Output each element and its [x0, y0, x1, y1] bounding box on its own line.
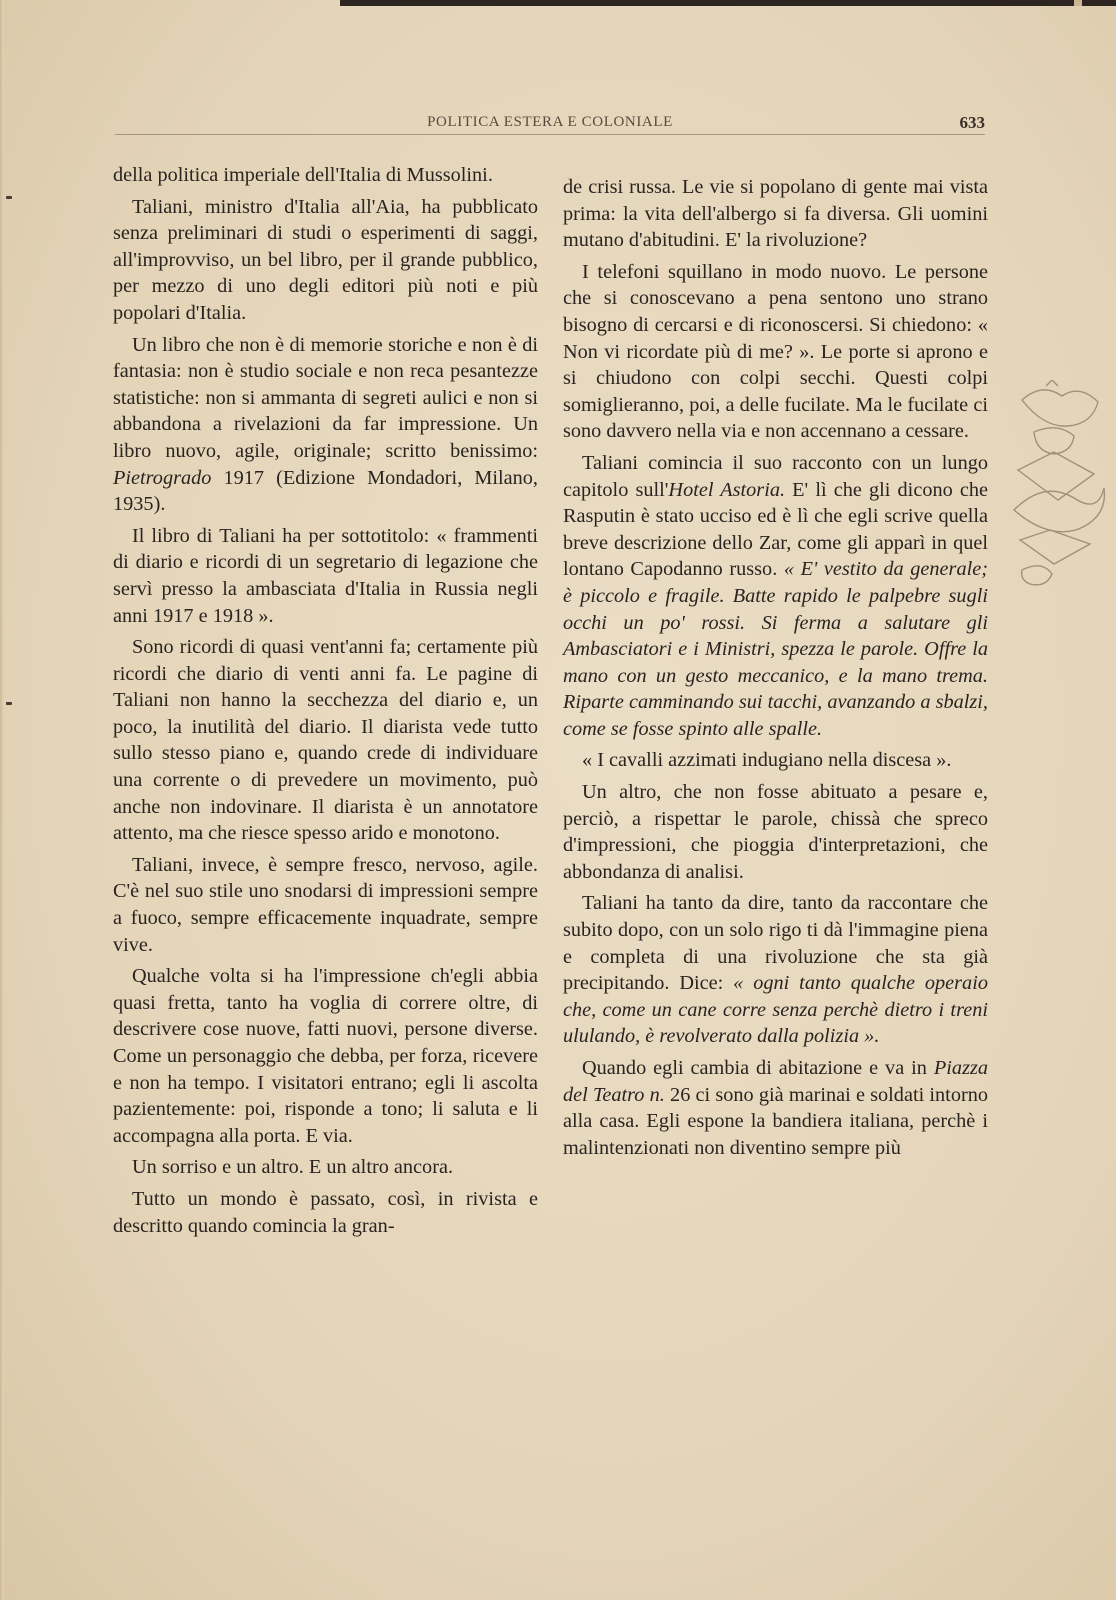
quotation: « E' vestito da generale; è piccolo e fragile. Batte rapido le palpebre sugli occhi un po' rossi. Si ferma a salutare gli Ambasciatori e i Ministri, spezza le parole. Offre la mano con un gesto meccanico, e la mano trema. Riparte camminando sui tacchi, avanzando a sbalzi, come se fosse spinto alle spalle. — [563, 558, 988, 740]
binding-edge — [340, 0, 1116, 6]
quotation: « ogni tanto qualche operaio che, come un cane corre senza perchè dietro i treni ululando, è revolverato dalla polizia ». — [563, 972, 988, 1048]
paragraph: Il libro di Taliani ha per sottotitolo: « frammenti di diario e ricordi di un segretario di legazione che servì presso la ambasciata d'Italia in Russia negli anni 1917 e 1918 ». — [113, 524, 538, 627]
paragraph: I telefoni squillano in modo nuovo. Le persone che si conoscevano a pena sentono uno strano bisogno di cercarsi e di riconoscersi. Si chiedono: « Non vi ricordate più di me? ». Le porte si aprono e si chiudono con colpi secchi. Questi colpi somiglieranno, poi, a delle fucilate. Ma le fucilate ci sono davvero nella via e non accennano a cessare. — [563, 260, 988, 443]
page-number: 633 — [959, 113, 985, 132]
paragraph: Un sorriso e un altro. E un altro ancora. — [132, 1156, 454, 1179]
right-column — [563, 174, 988, 1166]
paragraph: Un libro che non è di memorie storiche e non è di fantasia: non è studio sociale e non reca pesantezze statistiche: non si ammanta di segreti aulici e non si abbandona a rivelazioni da far impressione. Un libro nuovo, agile, originale; scritto benissimo: Pietrogrado 1917 (Edizione Mondadori, Milano, 1935). — [113, 333, 538, 516]
paragraph: « I cavalli azzimati indugiano nella discesa ». — [582, 749, 952, 772]
page-gutter-shadow — [0, 0, 4, 1600]
paragraph: Qualche volta si ha l'impressione ch'egli abbia quasi fretta, tanto ha voglia di correre oltre, di descrivere cose nuove, fatti nuovi, persone diverse. Come un personaggio che debba, per forza, ricevere e non ha tempo. I visitatori entrano; egli li ascolta pazientemente: poi, risponde a tono; li saluta e li accompagna alla porta. E via. — [113, 965, 538, 1147]
margin-mark — [6, 196, 12, 199]
running-title: POLITICA ESTERA E COLONIALE — [427, 114, 673, 130]
paragraph: Un altro, che non fosse abituato a pesare e, perciò, a rispettar le parole, chissà che spreco d'impressioni, che pioggia d'interpretazioni, che abbondanza di analisi. — [563, 781, 988, 883]
paragraph: Quando egli cambia di abitazione e va in Piazza del Teatro n. 26 ci sono già marinai e soldati intorno alla casa. Egli espone la bandiera italiana, perchè i malintenzionati non diventino sempre più — [563, 1057, 988, 1159]
margin-mark — [6, 702, 12, 705]
header-rule — [115, 134, 985, 135]
paragraph: Taliani comincia il suo racconto con un lungo capitolo sull'Hotel Astoria. E' lì che gli dicono che Rasputin è stato ucciso ed è lì che egli scrive quella breve descrizione dello Zar, come gli apparì in quel lontano Capodanno russo. « E' vestito da generale; è piccolo e fragile. Batte rapido le palpebre sugli occhi un po' rossi. Si ferma a salutare gli Ambasciatori e i Ministri, spezza le parole. Offre la mano con un gesto meccanico, e la mano trema. Riparte camminando sui tacchi, avanzando a sbalzi, come se fosse spinto alle spalle. — [563, 451, 989, 740]
binding-edge-gap — [1074, 0, 1082, 6]
paragraph: Tutto un mondo è passato, così, in rivista e descritto quando comincia la gran- — [113, 1187, 538, 1237]
paragraph: Taliani ha tanto da dire, tanto da raccontare che subito dopo, con un solo rigo ti dà l'immagine piena e completa di una rivoluzione che sta già precipitando. Dice: « ogni tanto qualche operaio che, come un cane corre senza perchè dietro i treni ululando, è revolverato dalla polizia ». — [563, 892, 988, 1048]
left-column — [113, 162, 538, 1244]
paragraph: della politica imperiale dell'Italia di Mussolini. — [113, 164, 493, 186]
hotel-name: Hotel Astoria. — [668, 478, 786, 501]
paragraph: Taliani, ministro d'Italia all'Aia, ha pubblicato senza preliminari di studi o esperimenti di saggi, all'improvviso, un bel libro, per il grande pubblico, per mezzo di uno degli editori più noti e più popolari d'Italia. — [113, 195, 538, 324]
book-title: Pietrogrado — [113, 466, 212, 489]
place-name: Piazza del Teatro n. — [563, 1057, 988, 1106]
library-stamp-icon — [1012, 380, 1108, 600]
paragraph: Sono ricordi di quasi vent'anni fa; certamente più ricordi che diario di venti anni fa. Le pagine di Taliani non hanno la secchezza del diario e, un poco, la inutilità del diario. Il diarista vede tutto sullo stesso piano e, quando crede di individuare una corrente o di prevedere un movimento, può anche non indovinare. Il diarista è un annotatore attento, ma che riesce spesso arido e monotono. — [113, 636, 538, 845]
page-header — [115, 112, 990, 138]
paragraph: de crisi russa. Le vie si popolano di gente mai vista prima: la vita dell'albergo si fa diversa. Gli uomini mutano d'abitudini. E' la rivoluzione? — [563, 176, 988, 252]
paragraph: Taliani, invece, è sempre fresco, nervoso, agile. C'è nel suo stile uno snodarsi di impressioni sempre a fuoco, sempre efficacemente inquadrate, sempre vive. — [113, 853, 538, 956]
